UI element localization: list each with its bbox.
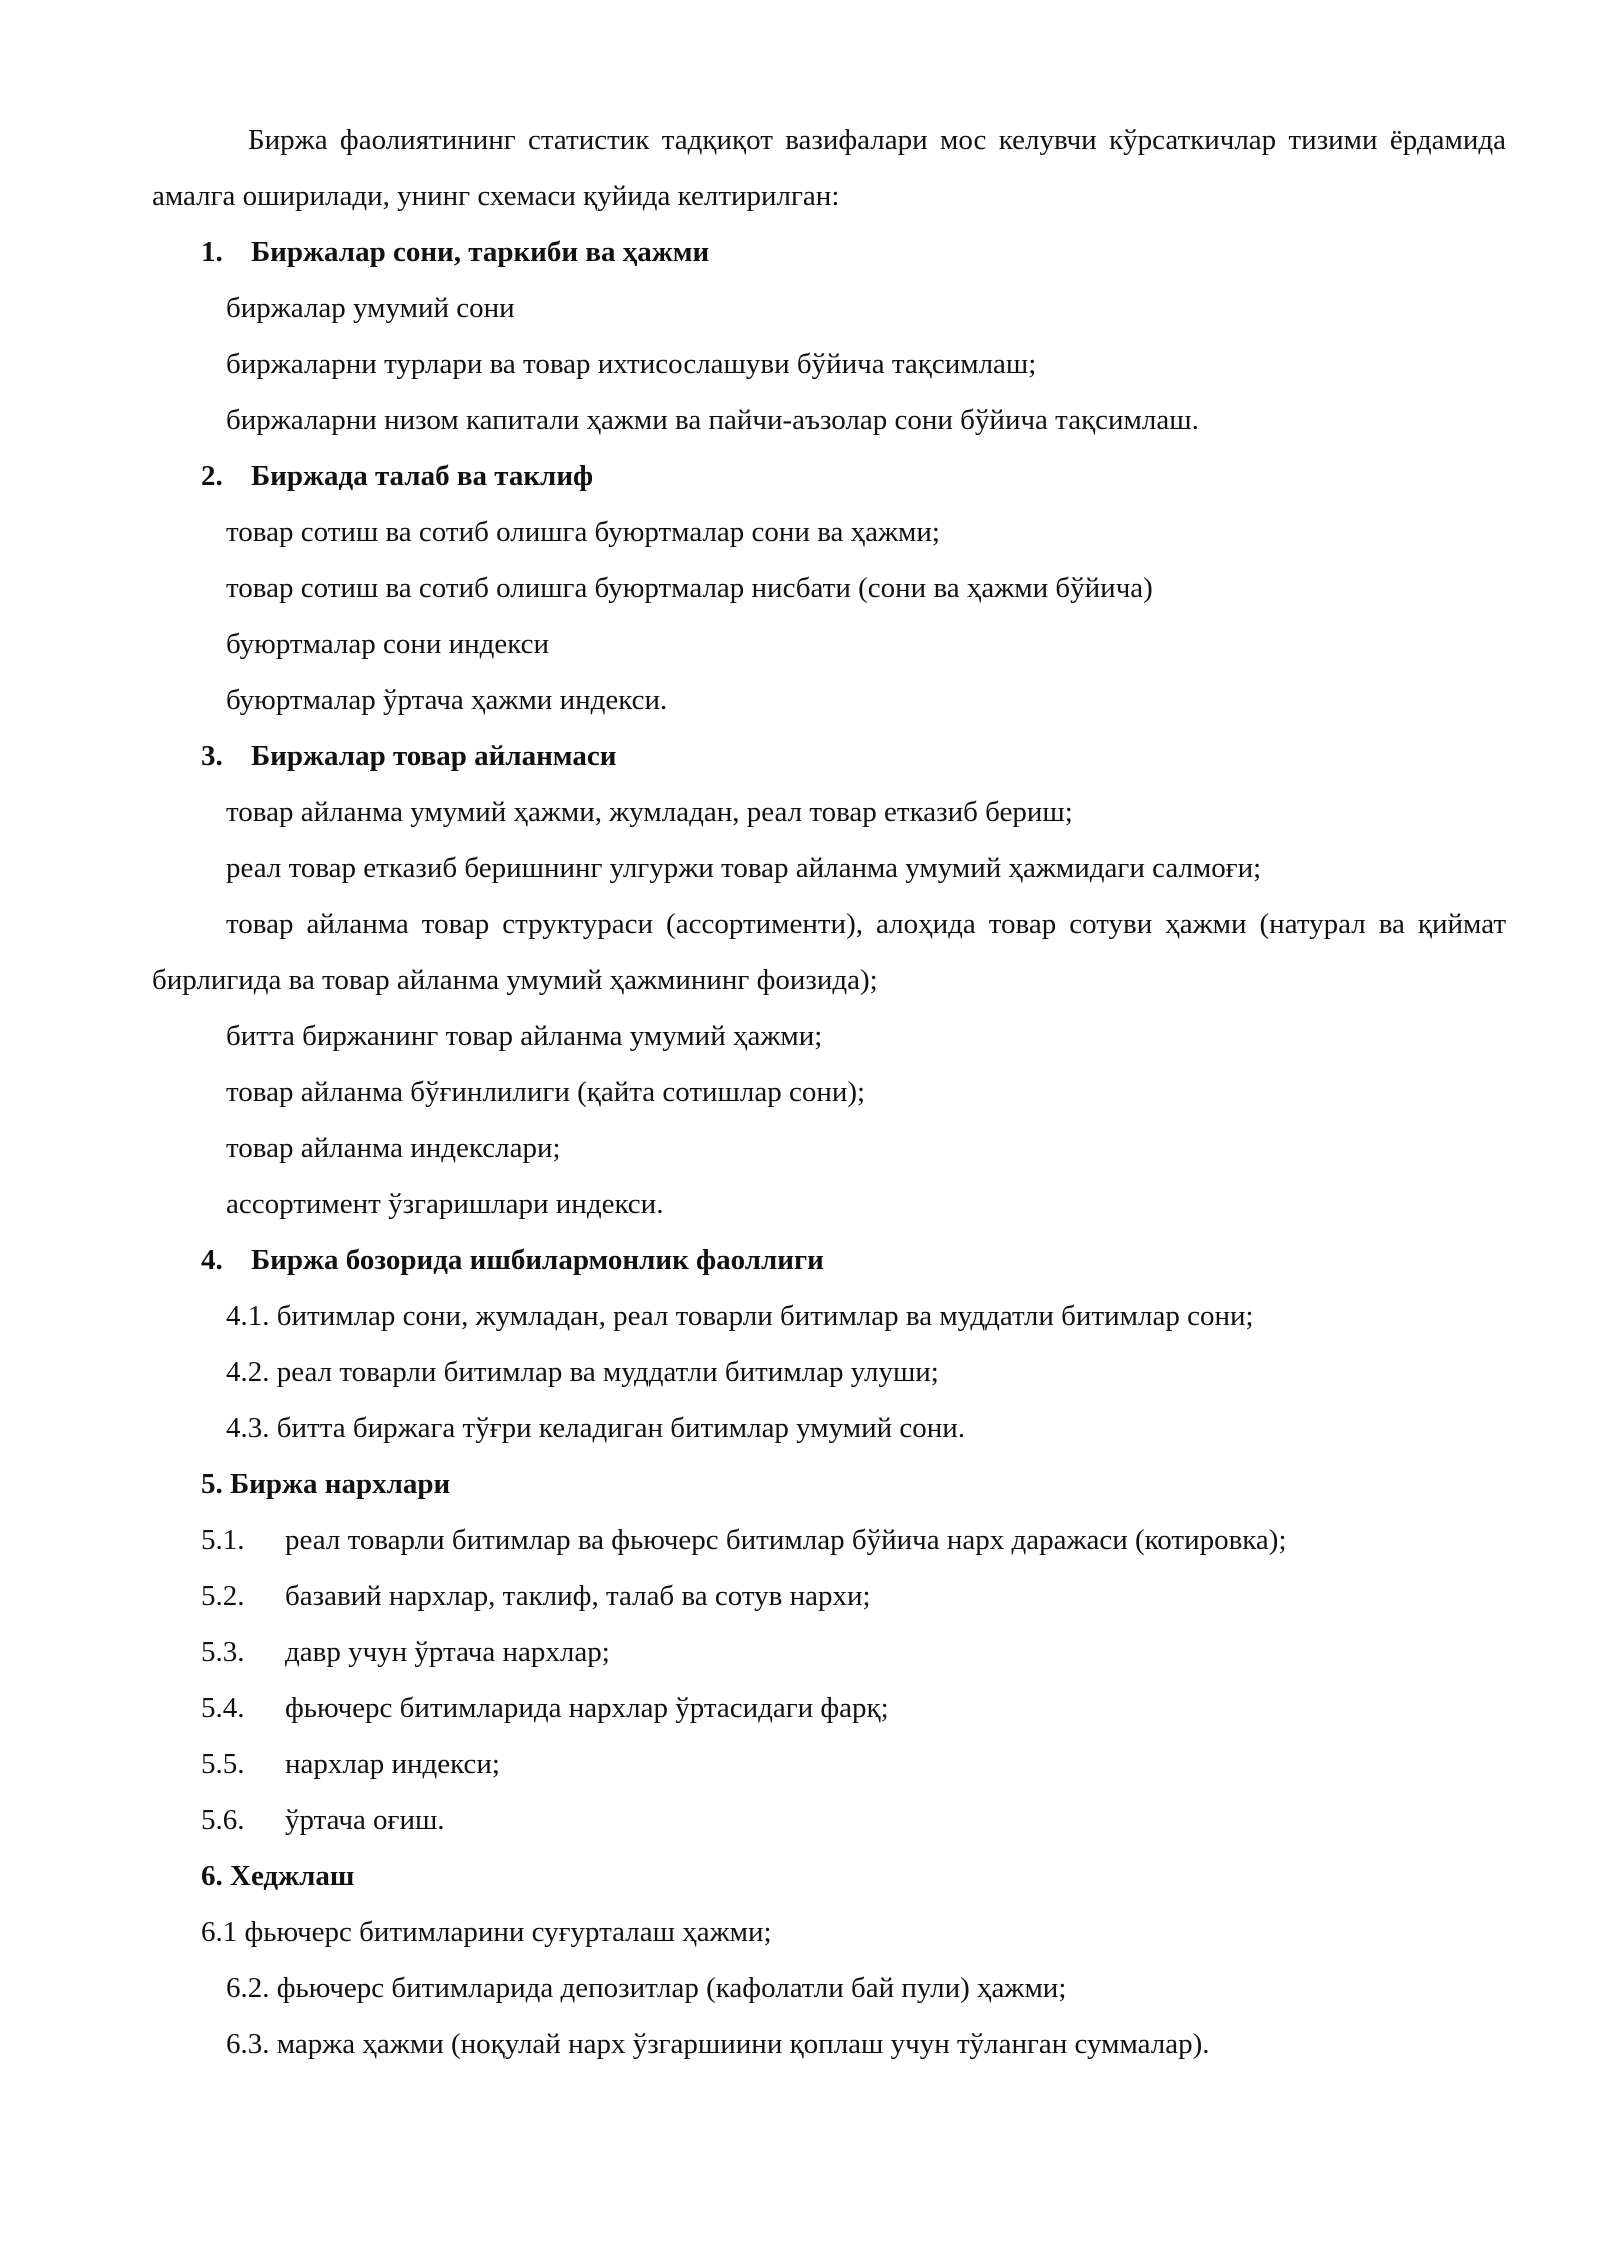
item-number: 5.3. xyxy=(201,1636,245,1668)
document-page xyxy=(152,112,1506,2072)
list-item: товар сотиш ва сотиб олишга буюртмалар сони ва ҳажми; xyxy=(226,516,940,548)
section-number: 4. xyxy=(201,1244,223,1276)
list-item: биржаларни турлари ва товар ихтисослашуви бўйича тақсимлаш; xyxy=(226,348,1037,380)
item-text: фьючерс битимларида нархлар ўртасидаги фарқ; xyxy=(285,1692,889,1724)
section-number: 1. xyxy=(201,236,223,268)
section-4-heading xyxy=(152,1232,1506,1288)
list-item: товар айланма индекслари; xyxy=(226,1132,561,1164)
list-item xyxy=(152,1680,1506,1736)
list-item: буюртмалар сони индекси xyxy=(226,628,550,660)
section-number: 2. xyxy=(201,460,223,492)
section-title: Биржалар товар айланмаси xyxy=(251,740,617,772)
list-item xyxy=(152,1624,1506,1680)
list-item: 6.1 фьючерс битимларини суғурталаш ҳажми; xyxy=(201,1916,772,1948)
item-text: давр учун ўртача нархлар; xyxy=(285,1636,610,1668)
section-6-heading: 6. Хеджлаш xyxy=(201,1860,355,1892)
list-item: товар сотиш ва сотиб олишга буюртмалар нисбати (сони ва ҳажми бўйича) xyxy=(226,572,1153,604)
item-text: реал товарли битимлар ва фьючерс битимлар бўйича нарх даражаси (котировка); xyxy=(285,1524,1287,1556)
item-text: нархлар индекси; xyxy=(285,1748,500,1780)
list-item-wrapped: товар айланма товар структураси (ассортименти), алоҳида товар сотуви ҳажми (натурал ва қиймат бирлигида ва товар айланма умумий ҳажмининг фоизида); xyxy=(152,908,1506,996)
list-item: 4.3. битта биржага тўғри келадиган битимлар умумий сони. xyxy=(226,1412,966,1444)
section-title: Биржа бозорида ишбилармонлик фаоллиги xyxy=(251,1244,824,1276)
section-2-heading xyxy=(152,448,1506,504)
intro-paragraph: Биржа фаолиятининг статистик тадқиқот вазифалари мос келувчи кўрсаткичлар тизими ёрдамида амалга оширилади, унинг схемаси қуйида келтирилган: xyxy=(152,124,1506,212)
item-number: 5.5. xyxy=(201,1748,245,1780)
list-item: 6.2. фьючерс битимларида депозитлар (кафолатли бай пули) ҳажми; xyxy=(226,1972,1067,2004)
list-item: 6.3. маржа ҳажми (ноқулай нарх ўзгаршиини қоплаш учун тўланган суммалар). xyxy=(226,2028,1210,2060)
section-5-heading: 5. Биржа нархлари xyxy=(201,1468,451,1500)
list-item: товар айланма умумий ҳажми, жумладан, реал товар етказиб бериш; xyxy=(226,796,1073,828)
section-1-heading xyxy=(152,224,1506,280)
item-number: 5.2. xyxy=(201,1580,245,1612)
list-item xyxy=(152,1792,1506,1848)
section-3-heading xyxy=(152,728,1506,784)
list-item: буюртмалар ўртача ҳажми индекси. xyxy=(226,684,668,716)
item-number: 5.1. xyxy=(201,1524,245,1556)
section-title: Биржалар сони, таркиби ва ҳажми xyxy=(251,236,710,268)
list-item: битта биржанинг товар айланма умумий ҳажми; xyxy=(226,1020,823,1052)
list-item: биржалар умумий сони xyxy=(226,292,515,324)
list-item: товар айланма бўғинлилиги (қайта сотишлар сони); xyxy=(226,1076,866,1108)
list-item: ассортимент ўзгаришлари индекси. xyxy=(226,1188,664,1220)
list-item: биржаларни низом капитали ҳажми ва пайчи-аъзолар сони бўйича тақсимлаш. xyxy=(226,404,1199,436)
item-text: базавий нархлар, таклиф, талаб ва сотув нархи; xyxy=(285,1580,871,1612)
section-title: Биржада талаб ва таклиф xyxy=(251,460,594,492)
item-number: 5.6. xyxy=(201,1804,245,1836)
item-text: ўртача оғиш. xyxy=(285,1804,445,1836)
section-number: 3. xyxy=(201,740,223,772)
list-item xyxy=(152,1512,1506,1568)
list-item: 4.2. реал товарли битимлар ва муддатли битимлар улуши; xyxy=(226,1356,939,1388)
list-item xyxy=(152,1736,1506,1792)
list-item: 4.1. битимлар сони, жумладан, реал товарли битимлар ва муддатли битимлар сони; xyxy=(226,1300,1254,1332)
list-item xyxy=(152,1568,1506,1624)
item-number: 5.4. xyxy=(201,1692,245,1724)
list-item: реал товар етказиб беришнинг улгуржи товар айланма умумий ҳажмидаги салмоғи; xyxy=(226,852,1262,884)
